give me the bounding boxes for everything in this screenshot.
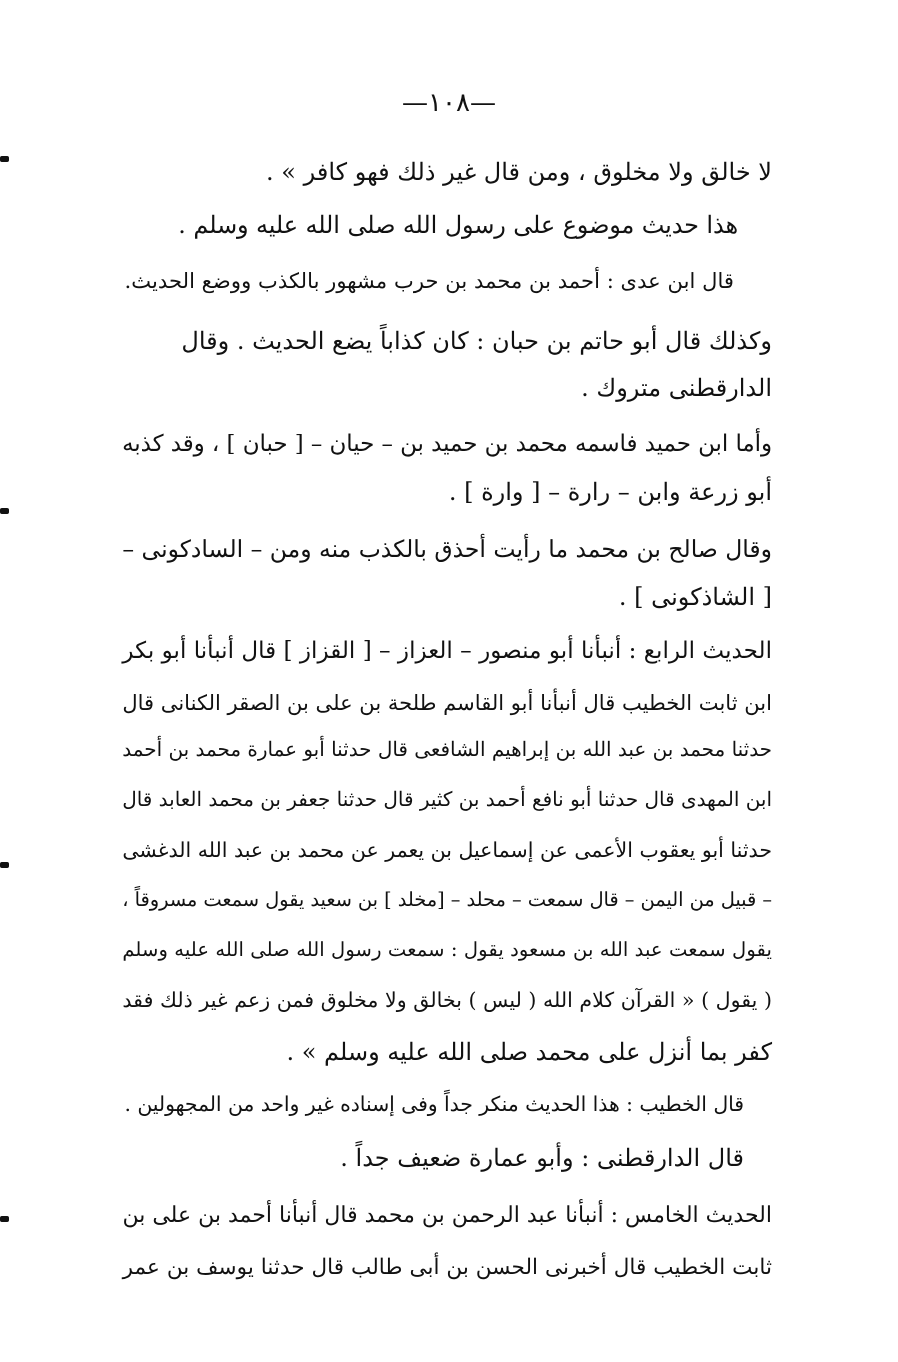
text-line: وكذلك قال أبو حاتم بن حبان : كان كذاباً يضع الحديث . وقال: [181, 327, 772, 355]
text-line: حدثنا محمد بن عبد الله بن إبراهيم الشافعى قال حدثنا أبو عمارة محمد بن أحمد: [122, 737, 772, 761]
text-line: ثابت الخطيب قال أخبرنى الحسن بن أبى طالب قال حدثنا يوسف بن عمر: [122, 1255, 772, 1280]
scan-edge-mark: [0, 1216, 9, 1222]
text-line: الدارقطنى متروك .: [581, 374, 772, 402]
scan-edge-mark: [0, 156, 9, 162]
text-line: يقول سمعت عبد الله بن مسعود يقول : سمعت رسول الله صلى الله عليه وسلم: [122, 938, 772, 961]
text-line: ابن ثابت الخطيب قال أنبأنا أبو القاسم طلحة بن على بن الصقر الكنانى قال: [122, 690, 772, 715]
text-line: قال الدارقطنى : وأبو عمارة ضعيف جداً .: [340, 1144, 744, 1172]
text-line: لا خالق ولا مخلوق ، ومن قال غير ذلك فهو كافر » .: [266, 158, 772, 186]
text-line: كفر بما أنزل على محمد صلى الله عليه وسلم » .: [286, 1038, 772, 1066]
text-line: الحديث الرابع : أنبأنا أبو منصور – العزاز – [ القزاز ] قال أنبأنا أبو بكر: [122, 638, 772, 664]
text-line: حدثنا أبو يعقوب الأعمى عن إسماعيل بن يعمر عن محمد بن عبد الله الدغشى: [122, 838, 772, 862]
text-line: قال ابن عدى : أحمد بن محمد بن حرب مشهور بالكذب ووضع الحديث.: [124, 268, 734, 293]
text-line: الحديث الخامس : أنبأنا عبد الرحمن بن محمد قال أنبأنا أحمد بن على بن: [122, 1203, 772, 1228]
text-line: ( يقول ) « القرآن كلام الله ( ليس ) بخالق ولا مخلوق فمن زعم غير ذلك فقد: [122, 988, 772, 1012]
text-line: ابن المهدى قال حدثنا أبو نافع أحمد بن كثير قال حدثنا جعفر بن محمد العابد قال: [122, 787, 772, 811]
text-line: أبو زرعة وابن – رارة – [ وارة ] .: [448, 478, 772, 506]
text-line: هذا حديث موضوع على رسول الله صلى الله عليه وسلم .: [178, 211, 738, 239]
text-line: قال الخطيب : هذا الحديث منكر جداً وفى إسناده غير واحد من المجهولين .: [124, 1092, 744, 1116]
text-line: وأما ابن حميد فاسمه محمد بن حميد بن – حيان – [ حبان ] ، وقد كذبه: [122, 431, 772, 457]
page-number: —١٠٨—: [402, 88, 496, 118]
text-line: وقال صالح بن محمد ما رأيت أحذق بالكذب منه ومن – السادكونى –: [122, 535, 772, 563]
text-line: [ الشاذكونى ] .: [618, 583, 772, 611]
scan-edge-mark: [0, 862, 9, 868]
scan-edge-mark: [0, 508, 9, 514]
text-line: – قبيل من اليمن – قال سمعت – محلد – [مخلد ] بن سعيد يقول سمعت مسروقاً ،: [122, 888, 772, 911]
